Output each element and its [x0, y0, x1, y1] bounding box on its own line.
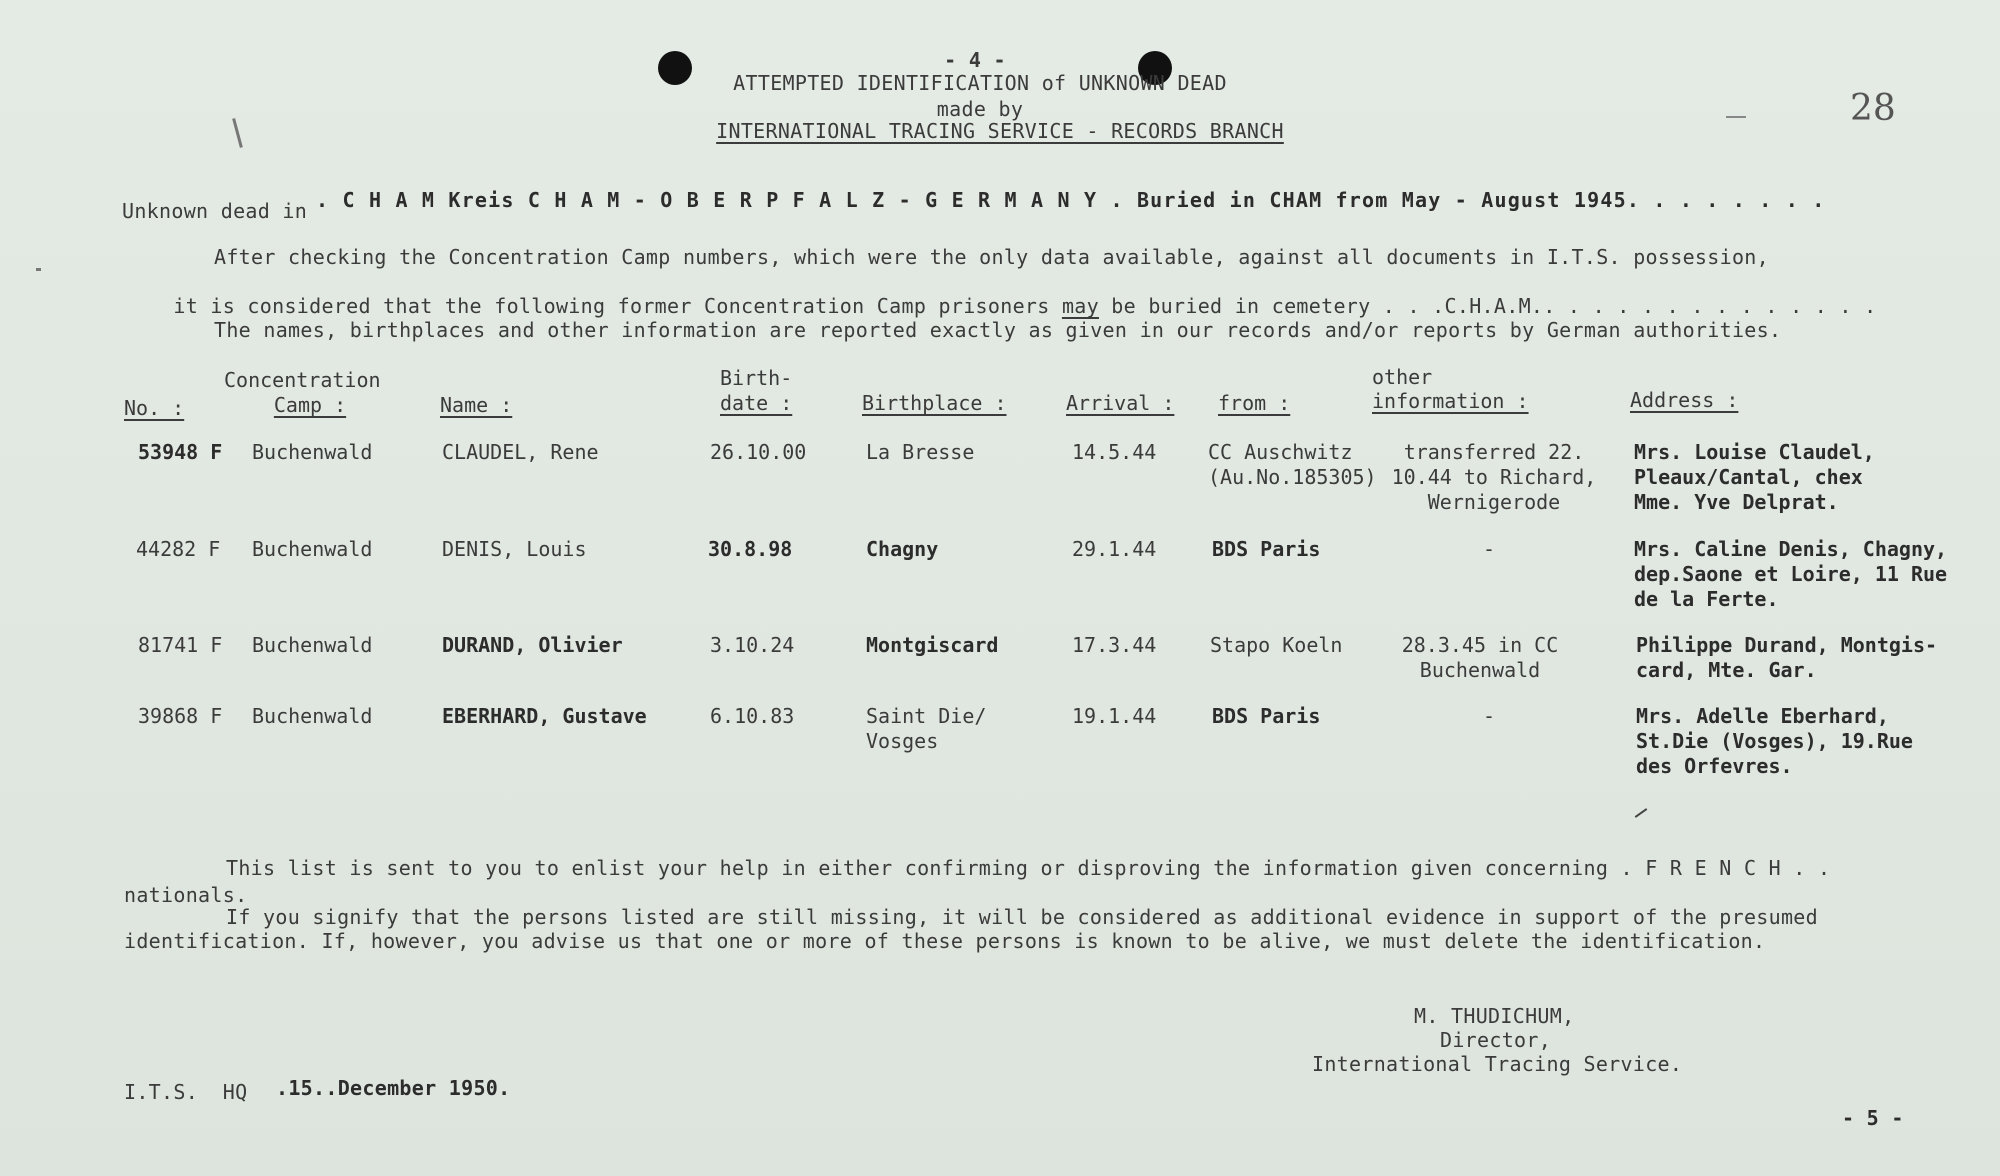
- cell-no: 81741 F: [138, 633, 223, 657]
- cell-arrival: 17.3.44: [1072, 633, 1157, 657]
- cell-name: EBERHARD, Gustave: [442, 704, 647, 728]
- cell-other: transferred 22. 10.44 to Richard, Wernigerode: [1391, 440, 1597, 514]
- cell-birthplace: Saint Die/ Vosges: [866, 704, 987, 753]
- cell-birthplace: Montgiscard: [866, 633, 999, 657]
- cell-no: 39868 F: [138, 704, 223, 728]
- organization: INTERNATIONAL TRACING SERVICE - RECORDS BRANCH: [716, 119, 1284, 143]
- stray-mark: [232, 118, 243, 148]
- stray-mark: [36, 268, 41, 271]
- cell-other: -: [1482, 537, 1496, 561]
- cell-arrival: 19.1.44: [1072, 704, 1157, 728]
- document-title: ATTEMPTED IDENTIFICATION of UNKNOWN DEAD: [733, 71, 1227, 95]
- cell-birthdate: 30.8.98: [708, 537, 793, 561]
- cell-address: Mrs. Louise Claudel, Pleaux/Cantal, chex Mme. Yve Delprat.: [1634, 440, 1875, 514]
- cell-birthdate: 3.10.24: [710, 633, 795, 657]
- page-marker: - 4 -: [944, 48, 1006, 72]
- header-from: from :: [1218, 391, 1291, 415]
- cell-no: 44282 F: [136, 537, 221, 561]
- signature-org: International Tracing Service.: [1312, 1052, 1683, 1076]
- cell-address: Mrs. Adelle Eberhard, St.Die (Vosges), 19.Rue des Orfevres.: [1636, 704, 1913, 778]
- cell-camp: Buchenwald: [252, 537, 373, 561]
- cell-address: Mrs. Caline Denis, Chagny, dep.Saone et Loire, 11 Rue de la Ferte.: [1634, 537, 1948, 611]
- intro-line-1: After checking the Concentration Camp numbers, which were the only data available, against all documents in I.T.S. possession,: [214, 245, 1769, 269]
- cell-birthplace: Chagny: [866, 537, 939, 561]
- header-address: Address :: [1630, 388, 1739, 412]
- cell-address: Philippe Durand, Montgis- card, Mte. Gar.: [1636, 633, 1938, 682]
- header-arrival: Arrival :: [1066, 391, 1175, 415]
- signature-name: M. THUDICHUM,: [1414, 1004, 1575, 1028]
- punch-hole-left: [658, 51, 692, 85]
- made-by: made by: [936, 97, 1024, 121]
- header-birthdate: date :: [720, 391, 793, 415]
- cell-from: Stapo Koeln: [1210, 633, 1343, 657]
- location-text: . C H A M Kreis C H A M - O B E R P F A L Z - G E R M A N Y . Buried in CHAM from May - August 1945. . . . . . . .: [316, 188, 1826, 212]
- signature-title: Director,: [1440, 1028, 1552, 1052]
- cell-name: DURAND, Olivier: [442, 633, 623, 657]
- header-birthplace: Birthplace :: [862, 391, 1007, 415]
- next-page-marker: - 5 -: [1842, 1106, 1904, 1130]
- stray-mark: [1635, 808, 1648, 818]
- cell-name: DENIS, Louis: [442, 537, 587, 561]
- cell-birthdate: 26.10.00: [710, 440, 807, 464]
- header-name: Name :: [440, 393, 513, 417]
- header-camp-top: Concentration: [224, 368, 381, 392]
- cell-no: 53948 F: [138, 440, 223, 464]
- closing-line-1: This list is sent to you to enlist your help in either confirming or disproving the information given concerning . F R E N C H . .: [226, 856, 1831, 880]
- cell-from: BDS Paris: [1212, 704, 1321, 728]
- header-no: No. :: [124, 396, 185, 420]
- intro-line-2-end: be buried in cemetery . . .C.H.A.M.. . . . . . . . . . . . . .: [1098, 294, 1877, 318]
- closing-line-3: identification. If, however, you advise us that one or more of these persons is known to be alive, we must delete the identification.: [124, 929, 1766, 953]
- intro-may: may: [1061, 294, 1099, 318]
- cell-arrival: 29.1.44: [1072, 537, 1157, 561]
- header-other: information :: [1372, 389, 1529, 413]
- header-birthdate-top: Birth-: [720, 366, 793, 390]
- cell-other: 28.3.45 in CC Buchenwald: [1401, 633, 1559, 682]
- intro-line-3: The names, birthplaces and other information are reported exactly as given in our records and/or reports by German authorities.: [214, 318, 1782, 342]
- cell-from: BDS Paris: [1212, 537, 1321, 561]
- cell-camp: Buchenwald: [252, 440, 373, 464]
- header-other-top: other: [1372, 365, 1433, 389]
- cell-name: CLAUDEL, Rene: [442, 440, 599, 464]
- cell-other: -: [1482, 704, 1496, 728]
- closing-line-2: If you signify that the persons listed are still missing, it will be considered as additional evidence in support of the presumed: [226, 905, 1818, 929]
- header-camp: Camp :: [273, 393, 347, 417]
- cell-birthplace: La Bresse: [866, 440, 975, 464]
- cell-arrival: 14.5.44: [1072, 440, 1157, 464]
- location-label: Unknown dead in: [122, 199, 308, 223]
- cell-from: CC Auschwitz (Au.No.185305): [1208, 440, 1377, 489]
- footer-date: .15..December 1950.: [276, 1076, 511, 1100]
- cell-camp: Buchenwald: [252, 633, 373, 657]
- cell-birthdate: 6.10.83: [710, 704, 795, 728]
- cell-camp: Buchenwald: [252, 704, 373, 728]
- closing-line-1b: nationals.: [124, 883, 248, 907]
- dash-mark: [1726, 116, 1746, 118]
- footer-place: I.T.S. HQ: [124, 1080, 248, 1104]
- handwritten-page-number: 28: [1850, 88, 1896, 129]
- intro-line-2-start: it is considered that the following former Concentration Camp prisoners: [173, 294, 1062, 318]
